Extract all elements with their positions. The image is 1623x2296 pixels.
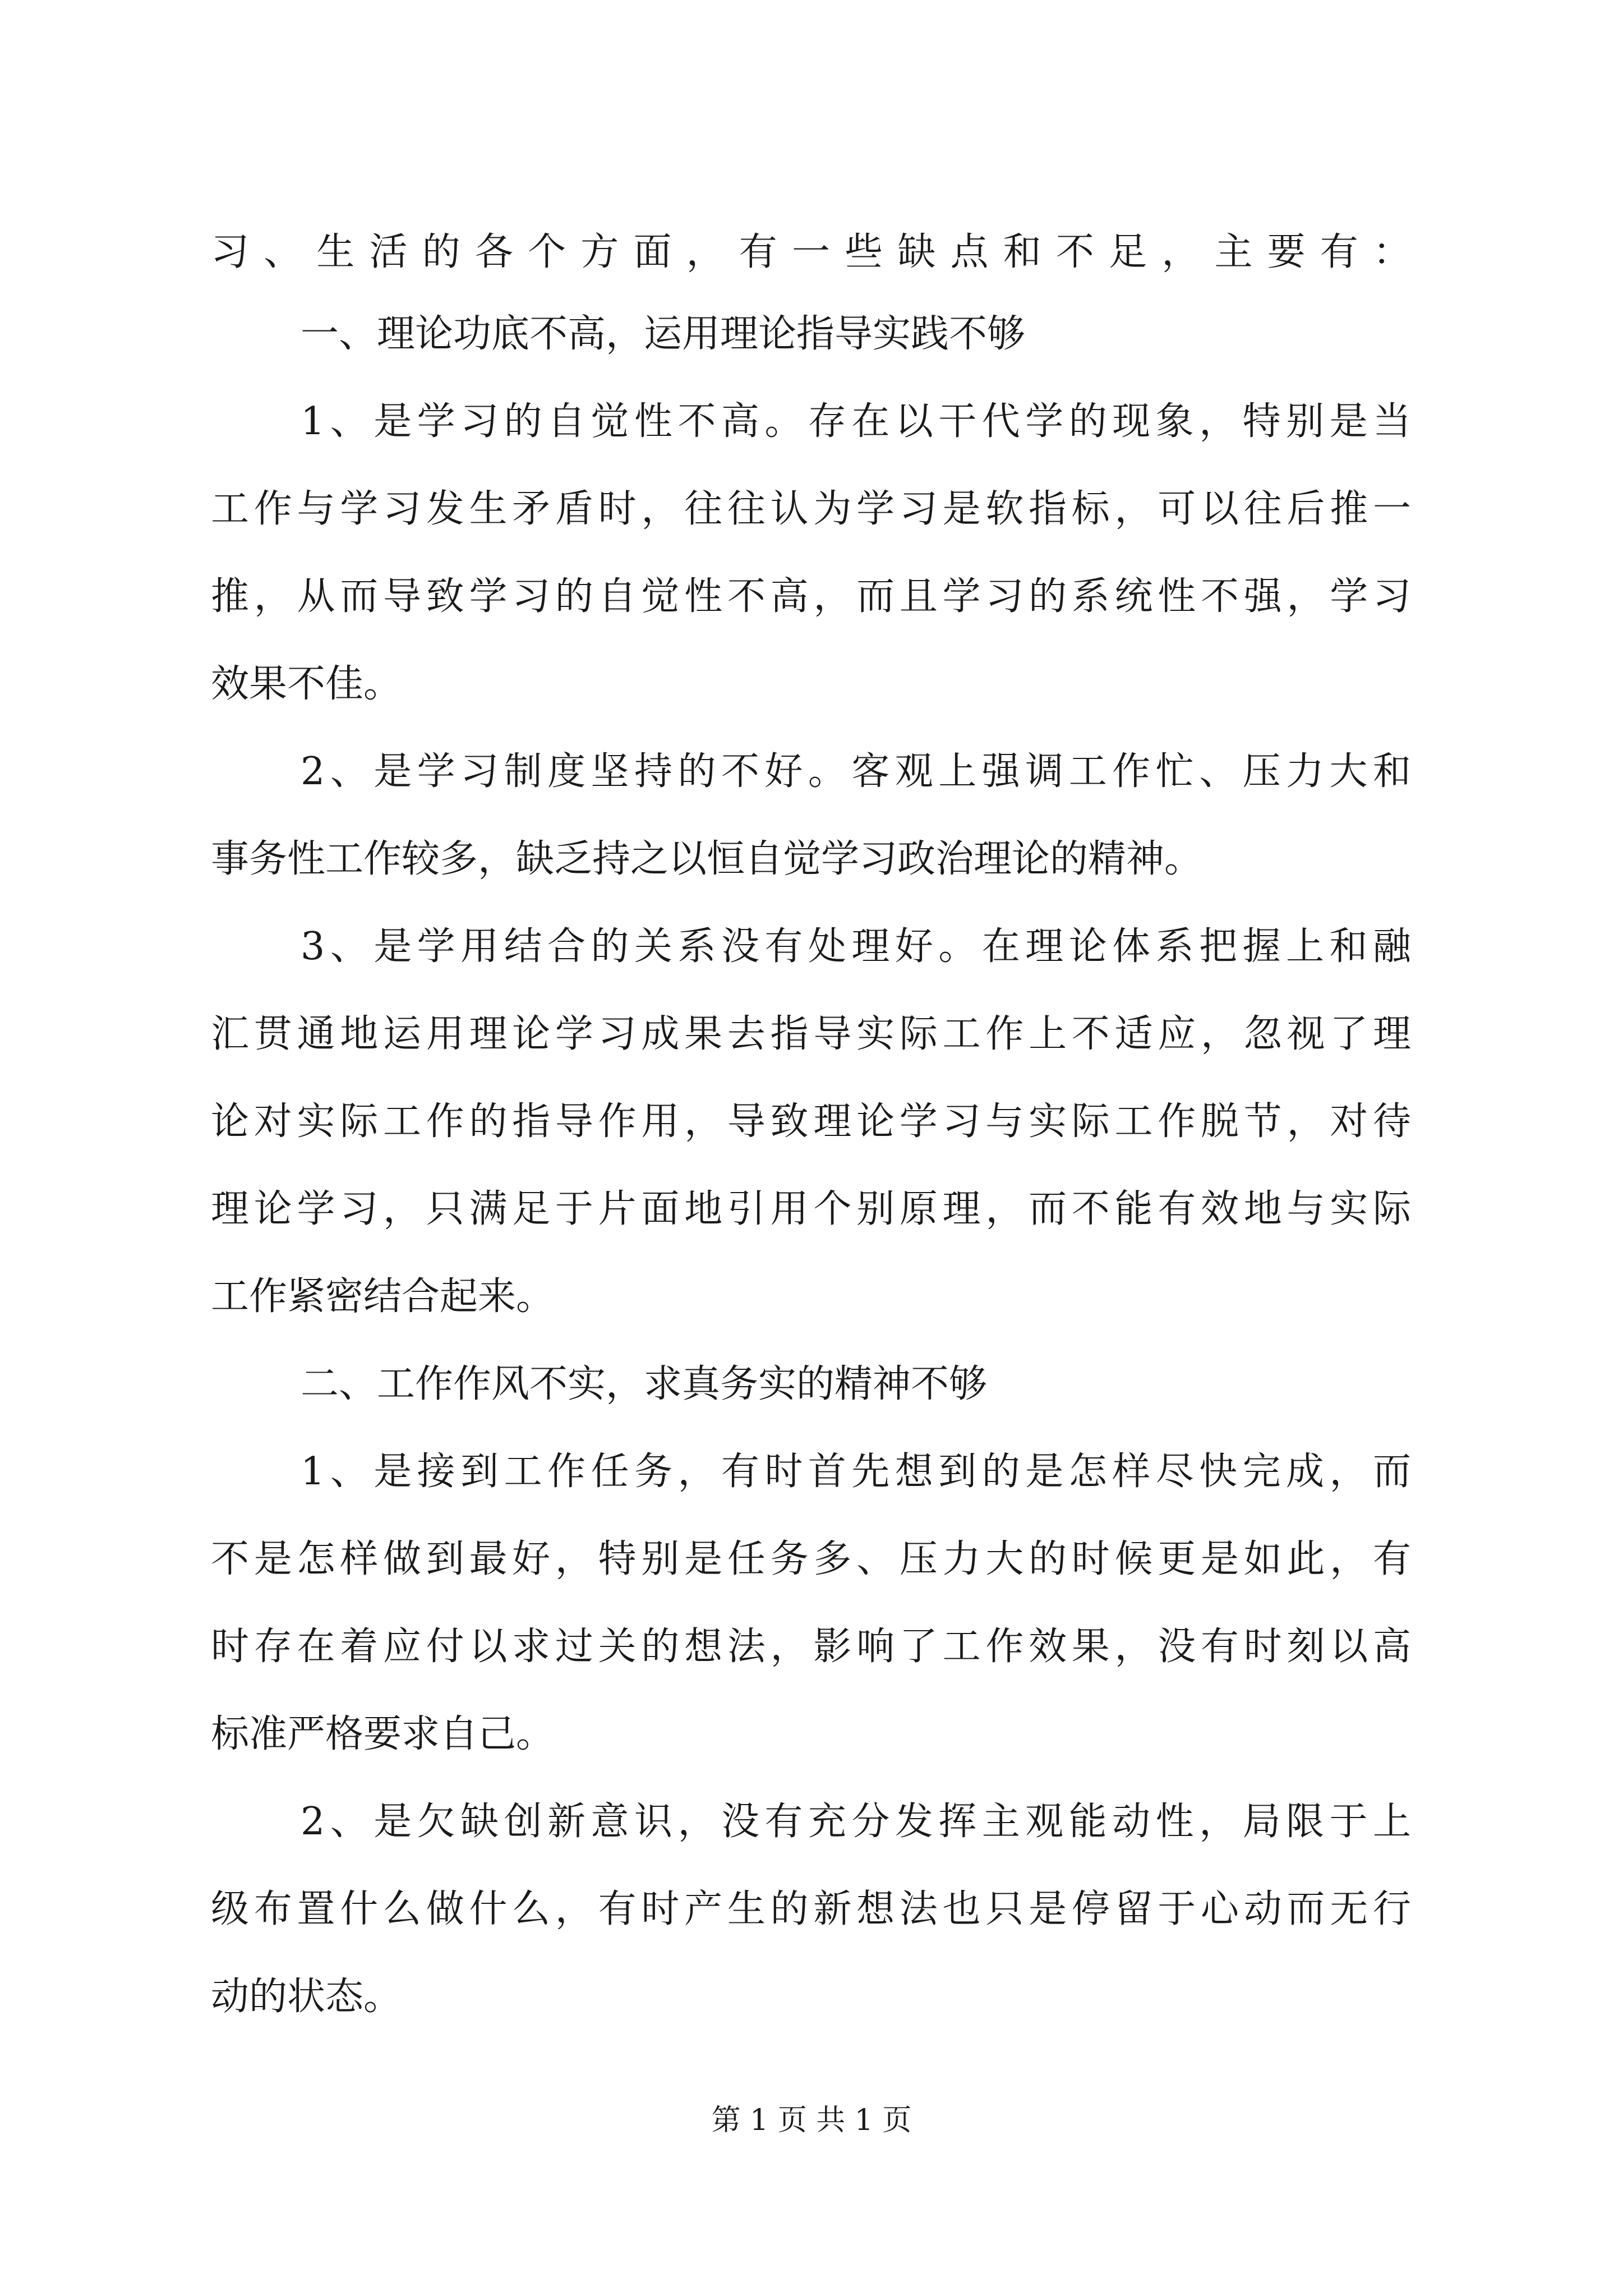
- text-line: 效果不佳。: [211, 662, 402, 706]
- text-line: 时存在着应付以求过关的想法，影响了工作效果，没有时刻以高: [211, 1625, 1411, 1669]
- text-line: 习、生活的各个方面，有一些缺点和不足，主要有：: [211, 230, 1411, 274]
- text-line: 不是怎样做到最好，特别是任务多、压力大的时候更是如此，有: [211, 1537, 1411, 1581]
- text-line: 3、是学用结合的关系没有处理好。在理论体系把握上和融: [301, 924, 1411, 969]
- text-line: 2、是学习制度坚持的不好。客观上强调工作忙、压力大和: [301, 749, 1411, 794]
- text-line: 理论学习，只满足于片面地引用个别原理，而不能有效地与实际: [211, 1187, 1411, 1231]
- text-line: 1、是接到工作任务，有时首先想到的是怎样尽快完成，而: [301, 1450, 1411, 1494]
- text-line: 标准严格要求自己。: [211, 1712, 555, 1756]
- text-line: 工作与学习发生矛盾时，往往认为学习是软指标，可以往后推一: [211, 487, 1411, 531]
- section-heading: 二、工作作风不实，求真务实的精神不够: [301, 1362, 988, 1406]
- section-heading: 一、理论功底不高，运用理论指导实践不够: [301, 312, 1026, 356]
- page-number-footer: 第 1 页 共 1 页: [711, 2104, 912, 2137]
- text-line: 事务性工作较多，缺乏持之以恒自觉学习政治理论的精神。: [211, 837, 1203, 881]
- text-line: 论对实际工作的指导作用，导致理论学习与实际工作脱节，对待: [211, 1099, 1411, 1144]
- text-line: 1、是学习的自觉性不高。存在以干代学的现象，特别是当: [301, 399, 1411, 444]
- text-line: 推，从而导致学习的自觉性不高，而且学习的系统性不强，学习: [211, 574, 1411, 619]
- text-line: 2、是欠缺创新意识，没有充分发挥主观能动性，局限于上: [301, 1800, 1411, 1844]
- text-line: 动的状态。: [211, 1975, 402, 2019]
- text-line: 级布置什么做什么，有时产生的新想法也只是停留于心动而无行: [211, 1887, 1411, 1931]
- text-line: 汇贯通地运用理论学习成果去指导实际工作上不适应，忽视了理: [211, 1012, 1411, 1056]
- text-line: 工作紧密结合起来。: [211, 1274, 555, 1319]
